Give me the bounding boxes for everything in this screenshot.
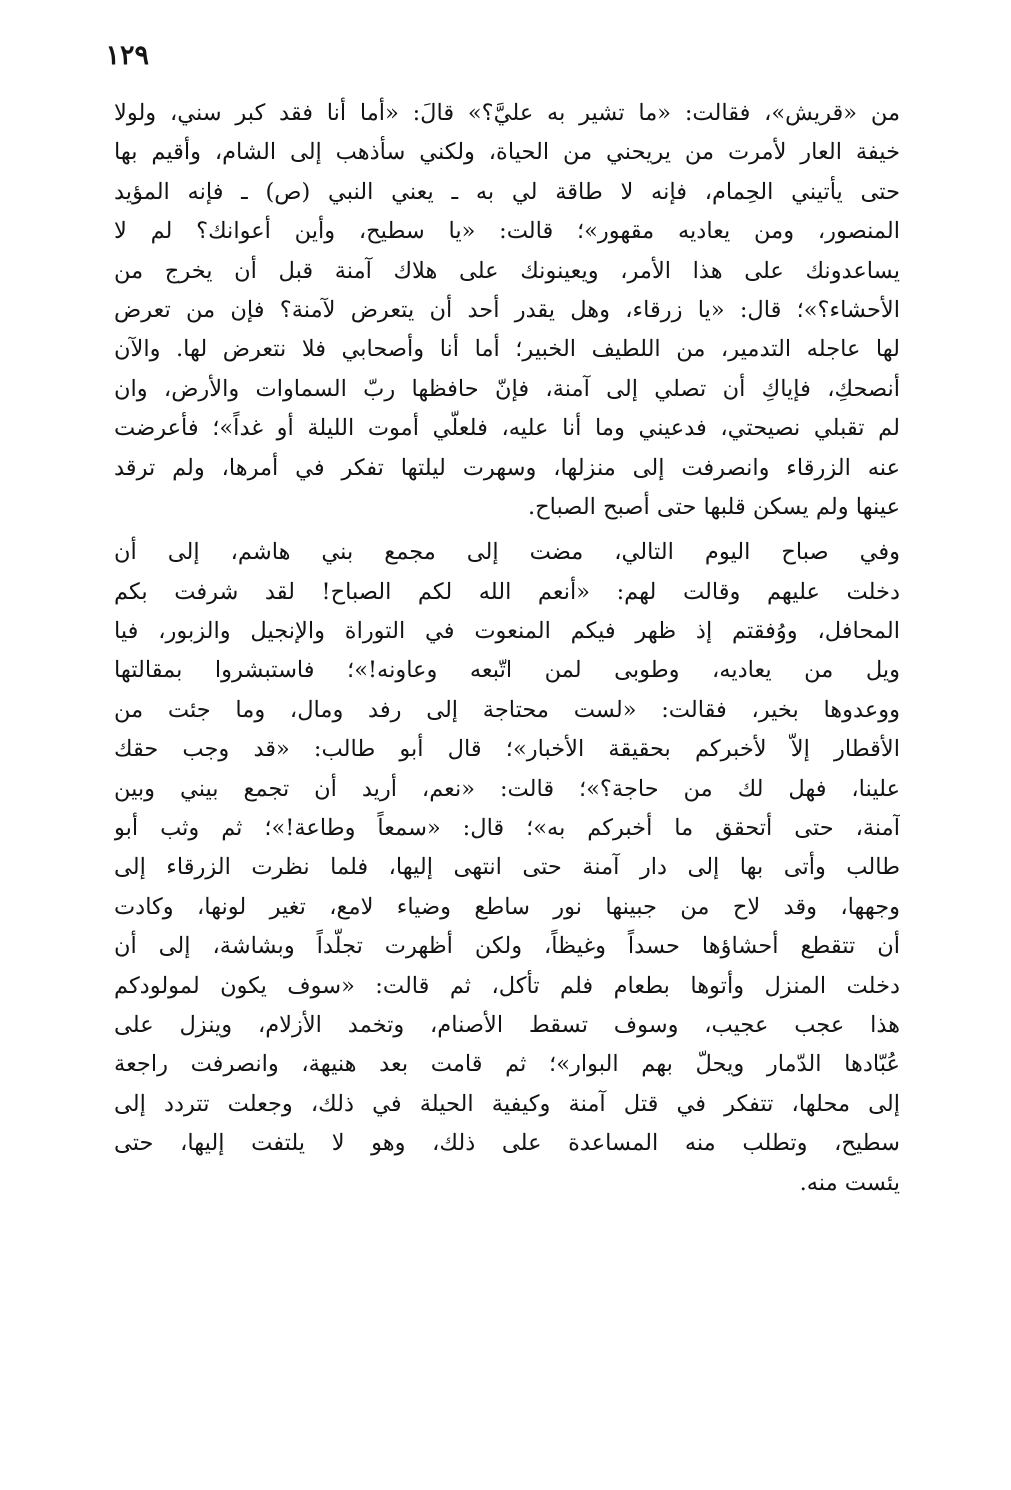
text-line: عينها ولم يسكن قلبها حتى أصبح الصباح. [527,493,900,520]
text-line: يئست منه. [799,1169,900,1196]
text-line: من «قريش»، فقالت: «ما تشير به عليَّ؟» قالَ: «أما أنا فقد كبر سني، ولولا [114,100,900,126]
text-line: الأحشاء؟»؛ قال: «يا زرقاء، وهل يقدر أحد أن يتعرض لآمنة؟ فإن من تعرض [114,296,900,323]
text-line: سطيح، وتطلب منه المساعدة على ذلك، وهو لا يلتفت إليها، حتى [114,1130,900,1157]
text-line: لم تقبلي نصيحتي، فدعيني وما أنا عليه، فلعلّي أموت الليلة أو غداً»؛ فأعرضت [114,415,900,442]
text-line: إلى محلها، تتفكر في قتل آمنة وكيفية الحيلة في ذلك، وجعلت تتردد إلى [114,1090,900,1117]
text-line: ويل من يعاديه، وطوبى لمن اتّبعه وعاونه!»؛ فاستبشروا بمقالتها [114,657,900,684]
text-line: وفي صباح اليوم التالي، مضت إلى مجمع بني هاشم، إلى أن [114,539,900,566]
text-line: آمنة، حتى أتحقق ما أخبركم به»؛ قال: «سمعاً وطاعة!»؛ ثم وثب أبو [114,815,900,842]
text-line: الأقطار إلاّ لأخبركم بحقيقة الأخبار»؛ قال أبو طالب: «قد وجب حقك [114,736,900,763]
text-line: ووعدوها بخير، فقالت: «لست محتاجة إلى رفد ومال، وما جئت من [114,696,900,723]
text-line: دخلت المنزل وأتوها بطعام فلم تأكل، ثم قالت: «سوف يكون لمولودكم [114,972,900,999]
text-line: المحافل، ووُفقتم إذ ظهر فيكم المنعوت في التوراة والإنجيل والزبور، فيا [114,618,900,645]
text-line: وجهها، وقد لاح من جبينها نور ساطع وضياء لامع، تغير لونها، وكادت [114,893,900,920]
text-line: يساعدونك على هذا الأمر، ويعينونك على هلاك آمنة قبل أن يخرج من [114,257,900,284]
page-body [114,94,900,1203]
text-line: علينا، فهل لك من حاجة؟»؛ قالت: «نعم، أريد أن تجمع بيني وبين [114,775,900,802]
paragraph-2 [114,533,900,1203]
text-line: عُبّادها الدّمار ويحلّ بهم البوار»؛ ثم قامت بعد هنيهة، وانصرفت راجعة [114,1051,900,1078]
paragraph-1 [114,94,900,527]
text-line: حتى يأتيني الحِمام، فإنه لا طاقة لي به ـ يعني النبي (ص) ـ فإنه المؤيد [114,178,900,205]
text-line: طالب وأتى بها إلى دار آمنة حتى انتهى إليها، فلما نظرت الزرقاء إلى [114,854,900,881]
page-number: ١٢٩ [105,40,149,71]
text-line: خيفة العار لأمرت من يريحني من الحياة، ولكني سأذهب إلى الشام، وأقيم بها [114,139,900,166]
text-line: عنه الزرقاء وانصرفت إلى منزلها، وسهرت ليلتها تفكر في أمرها، ولم ترقد [114,454,900,481]
text-line: المنصور، ومن يعاديه مقهور»؛ قالت: «يا سطيح، وأين أعوانك؟ لم لا [114,218,900,245]
text-line: أن تتقطع أحشاؤها حسداً وغيظاً، ولكن أظهرت تجلّداً وبشاشة، إلى أن [114,933,900,960]
text-line: أنصحكِ، فإياكِ أن تصلي إلى آمنة، فإنّ حافظها ربّ السماوات والأرض، وان [114,375,900,402]
text-line: لها عاجله التدمير، من اللطيف الخبير؛ أما أنا وأصحابي فلا نتعرض لها. والآن [114,336,900,363]
text-line: دخلت عليهم وقالت لهم: «أنعم الله لكم الصباح! لقد شرفت بكم [114,578,900,605]
text-line: هذا عجب عجيب، وسوف تسقط الأصنام، وتخمد الأزلام، وينزل على [114,1011,900,1038]
